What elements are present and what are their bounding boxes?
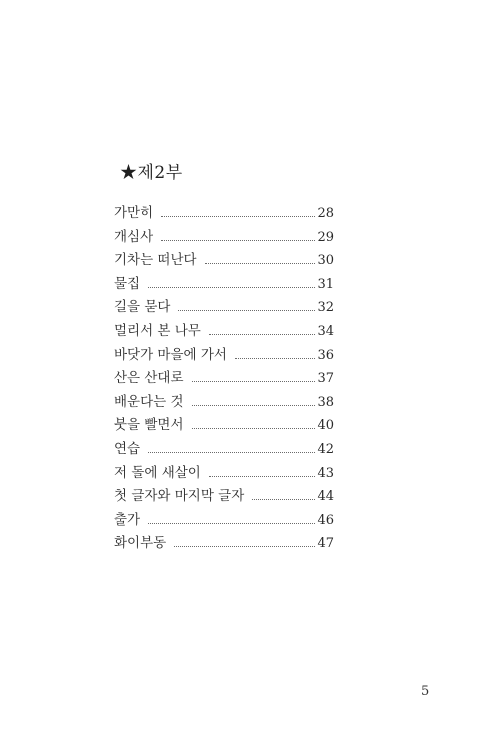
toc-entry-page: 29 xyxy=(317,229,334,245)
dot-leader xyxy=(252,499,315,500)
toc-entry-title: 저 돌에 새살이 xyxy=(114,464,201,481)
dot-leader xyxy=(148,287,315,288)
page-number: 5 xyxy=(421,684,430,699)
section-title: ★제2부 xyxy=(120,163,183,183)
toc-entry[interactable] xyxy=(114,273,334,297)
dot-leader xyxy=(209,334,316,335)
dot-leader xyxy=(192,381,316,382)
dot-leader xyxy=(235,358,316,359)
toc-entry-title: 배운다는 것 xyxy=(114,393,184,410)
toc-entry-page: 34 xyxy=(317,323,334,339)
toc-entry[interactable] xyxy=(114,367,334,391)
dot-leader xyxy=(161,240,315,241)
toc-entry-page: 40 xyxy=(317,418,334,434)
toc-entry-page: 37 xyxy=(317,371,334,387)
toc-entry[interactable] xyxy=(114,414,334,438)
toc-entry[interactable] xyxy=(114,202,334,226)
toc-entry[interactable] xyxy=(114,296,334,320)
toc-entry-title: 바닷가 마을에 가서 xyxy=(114,346,227,363)
toc-entry-title: 멀리서 본 나무 xyxy=(114,322,201,339)
toc-entry-title: 화이부동 xyxy=(114,535,167,552)
toc-entry-page: 36 xyxy=(317,347,334,363)
dot-leader xyxy=(178,310,315,311)
dot-leader xyxy=(192,405,316,406)
toc-entry-title: 산은 산대로 xyxy=(114,370,184,387)
toc-entry[interactable] xyxy=(114,249,334,273)
dot-leader xyxy=(148,452,315,453)
dot-leader xyxy=(192,428,316,429)
table-of-contents xyxy=(114,202,334,556)
toc-entry-title: 붓을 빨면서 xyxy=(114,417,184,434)
dot-leader xyxy=(148,523,315,524)
toc-entry-title: 기차는 떠난다 xyxy=(114,252,197,269)
toc-entry-page: 32 xyxy=(317,300,334,316)
toc-entry-title: 개심사 xyxy=(114,228,154,245)
toc-entry[interactable] xyxy=(114,532,334,556)
toc-entry-title: 가만히 xyxy=(114,205,154,221)
toc-entry-page: 46 xyxy=(317,512,334,528)
toc-entry[interactable] xyxy=(114,462,334,486)
toc-entry-page: 30 xyxy=(317,253,334,269)
toc-entry-title: 연습 xyxy=(114,440,141,457)
toc-entry-title: 출가 xyxy=(114,511,141,528)
dot-leader xyxy=(209,476,316,477)
toc-entry[interactable] xyxy=(114,438,334,462)
toc-entry-title: 길을 묻다 xyxy=(114,299,171,316)
dot-leader xyxy=(174,546,315,547)
toc-entry-page: 47 xyxy=(317,536,334,552)
toc-entry[interactable] xyxy=(114,485,334,509)
dot-leader xyxy=(205,263,316,264)
toc-entry-page: 28 xyxy=(317,206,334,221)
toc-entry[interactable] xyxy=(114,320,334,344)
toc-entry-page: 44 xyxy=(317,489,334,505)
toc-entry[interactable] xyxy=(114,509,334,533)
toc-entry[interactable] xyxy=(114,226,334,250)
toc-entry-title: 첫 글자와 마지막 글자 xyxy=(114,488,245,505)
toc-entry-title: 물집 xyxy=(114,275,141,292)
toc-entry-page: 31 xyxy=(317,276,334,292)
dot-leader xyxy=(161,216,315,217)
toc-entry-page: 43 xyxy=(317,465,334,481)
toc-entry-page: 42 xyxy=(317,441,334,457)
toc-entry[interactable] xyxy=(114,344,334,368)
toc-entry[interactable] xyxy=(114,391,334,415)
toc-entry-page: 38 xyxy=(317,394,334,410)
